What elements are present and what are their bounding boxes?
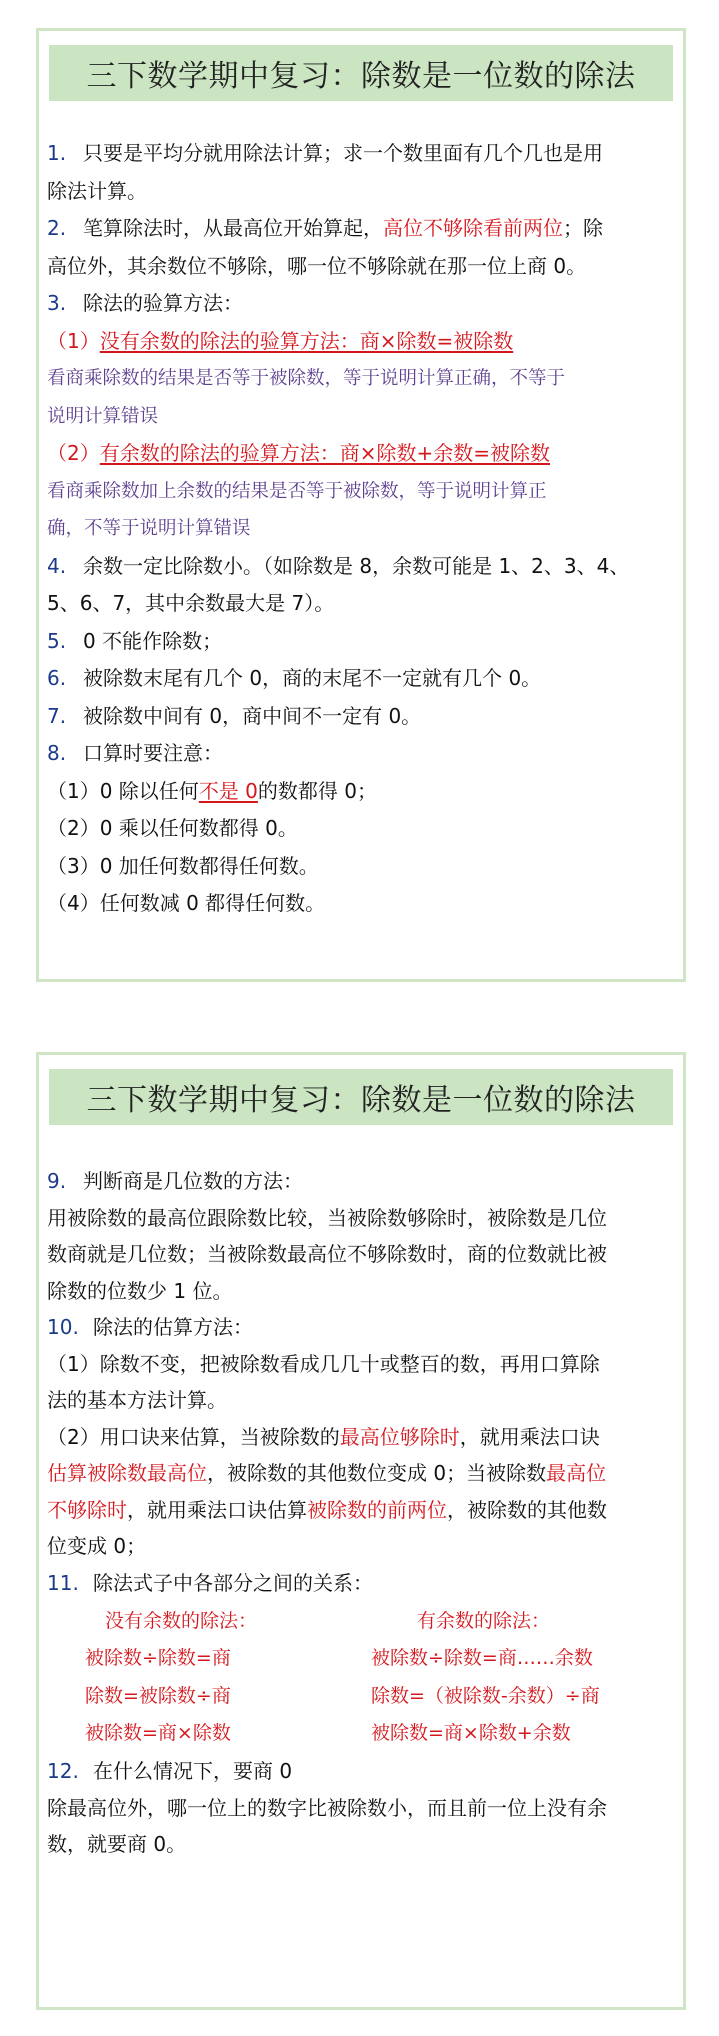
item-3-note-2: 看商乘除数加上余数的结果是否等于被除数，等于说明计算正 [47, 480, 547, 502]
item-text: 在什么情况下，要商 0 [93, 1759, 293, 1783]
item-text: ，被除数的其他数位变成 0；当被除数 [207, 1461, 547, 1485]
item-number: 2. [47, 216, 67, 240]
formula: 除数=被除数÷商 [85, 1684, 231, 1707]
item-text: ，被除数的其他数 [447, 1497, 607, 1522]
item-10-p2-line-1 [47, 1419, 673, 1456]
item-text: 除法的验算方法： [83, 291, 243, 315]
item-10-p1-line-2: 法的基本方法计算。 [47, 1388, 227, 1412]
review-card-1 [36, 28, 686, 982]
item-11 [47, 1565, 673, 1602]
item-1-cont: 除法计算。 [47, 178, 147, 203]
item-8-sub-4: （4）任何数减 0 都得任何数。 [47, 891, 326, 915]
item-text: 被除数末尾有几个 0，商的末尾不一定就有几个 0。 [83, 666, 542, 690]
item-12 [47, 1753, 673, 1790]
item-10-p2-line-3 [47, 1492, 673, 1529]
review-card-2 [36, 1052, 686, 2010]
item-10 [47, 1309, 673, 1346]
item-9 [47, 1163, 673, 1200]
item-text: 除法的估算方法： [93, 1315, 253, 1339]
highlight-text: 不是 0 [198, 778, 258, 803]
item-text: ，就用乘法口诀 [459, 1424, 600, 1449]
item-text: （1）0 除以任何 [47, 778, 199, 803]
item-number: 3. [47, 291, 67, 315]
item-12-line-2: 数，就要商 0。 [47, 1832, 187, 1856]
item-9-line-2: 数商就是几位数；当被除数最高位不够除数时，商的位数就比被 [47, 1242, 607, 1266]
formula: 被除数=商×除数 [85, 1722, 231, 1744]
item-3-sub-1 [47, 323, 673, 361]
highlight-text: 没有余数的除法的验算方法：商×除数=被除数 [99, 328, 514, 353]
formula: 被除数÷除数=商……余数 [371, 1647, 593, 1669]
formula: 除数=（被除数-余数）÷商 [371, 1684, 600, 1707]
item-text: ，就用乘法口诀估算 [127, 1497, 307, 1522]
item-number: 12. [47, 1759, 79, 1783]
item-5 [47, 623, 673, 661]
item-text: 余数一定比除数小。（如除数是 8，余数可能是 1、2、3、4、 [83, 553, 630, 578]
item-4 [47, 548, 673, 586]
highlight-text: 估算被除数最高位 [47, 1461, 207, 1485]
item-8-sub-1 [47, 773, 673, 811]
item-text: 口算时要注意： [83, 741, 223, 765]
item-number: 7. [47, 703, 67, 728]
item-number: 6. [47, 666, 67, 690]
formula: 被除数÷除数=商 [85, 1647, 231, 1669]
highlight-text: 被除数的前两位 [307, 1497, 447, 1522]
item-10-p1-line-1: （1）除数不变，把被除数看成几几十或整百的数，再用口算除 [47, 1351, 600, 1376]
highlight-text: 高位不够除看前两位 [383, 216, 563, 240]
item-text: 0 不能作除数； [83, 628, 223, 653]
item-8-sub-3: （3）0 加任何数都得任何数。 [47, 853, 319, 878]
item-1 [47, 135, 673, 173]
card-title: 三下数学期中复习：除数是一位数的除法 [49, 45, 673, 101]
item-3-note-1: 看商乘除数的结果是否等于被除数，等于说明计算正确，不等于 [47, 368, 566, 389]
item-7 [47, 698, 673, 736]
item-number: 4. [47, 553, 67, 578]
item-9-line-3: 除数的位数少 1 位。 [47, 1278, 233, 1303]
division-relations [47, 1603, 673, 1753]
item-9-line-1: 用被除数的最高位跟除数比较，当被除数够除时，被除数是几位 [47, 1205, 607, 1230]
item-number: 1. [47, 141, 67, 165]
item-text: 判断商是几位数的方法： [83, 1169, 303, 1193]
item-text: 笔算除法时，从最高位开始算起， [83, 216, 383, 240]
item-3-note-2b: 确，不等于说明计算错误 [47, 518, 251, 539]
item-text: 的数都得 0； [257, 778, 377, 803]
sub-prefix: （1） [47, 328, 100, 353]
item-number: 11. [47, 1570, 79, 1595]
with-remainder-column [371, 1603, 600, 1753]
item-text: 只要是平均分就用除法计算；求一个数里面有几个几也是用 [83, 141, 603, 165]
item-4-cont: 5、6、7，其中余数最大是 7）。 [47, 591, 335, 615]
no-remainder-column [85, 1603, 257, 1753]
highlight-text: 最高位够除时 [339, 1424, 460, 1449]
item-3 [47, 285, 673, 323]
sub-prefix: （2） [47, 441, 100, 465]
item-8 [47, 735, 673, 773]
item-text: ；除 [563, 216, 603, 240]
item-10-p2-line-2 [47, 1455, 673, 1492]
with-remainder-heading: 有余数的除法： [417, 1610, 551, 1632]
item-12-line-1: 除最高位外，哪一位上的数字比被除数小，而且前一位上没有余 [47, 1795, 607, 1820]
formula: 被除数=商×除数+余数 [371, 1722, 571, 1744]
highlight-text: 不够除时 [47, 1497, 127, 1522]
item-number: 5. [47, 628, 67, 653]
card-body [47, 1163, 673, 1863]
item-number: 10. [47, 1315, 79, 1339]
item-6 [47, 660, 673, 698]
item-3-note-1b: 说明计算错误 [47, 405, 159, 427]
no-remainder-heading: 没有余数的除法： [105, 1610, 258, 1632]
item-3-sub-2 [47, 435, 673, 473]
highlight-text: 有余数的除法的验算方法：商×除数+余数=被除数 [99, 441, 551, 465]
highlight-text: 最高位 [546, 1461, 607, 1485]
item-number: 9. [47, 1169, 67, 1193]
item-10-p2-line-4: 位变成 0； [47, 1534, 147, 1558]
item-text: 除法式子中各部分之间的关系： [93, 1570, 373, 1595]
item-text: 被除数中间有 0，商中间不一定有 0。 [83, 703, 422, 728]
item-8-sub-2: （2）0 乘以任何数都得 0。 [47, 816, 298, 840]
card-title: 三下数学期中复习：除数是一位数的除法 [49, 1069, 673, 1125]
item-2 [47, 210, 673, 248]
item-2-cont: 高位外，其余数位不够除，哪一位不够除就在那一位上商 0。 [47, 253, 587, 278]
card-body [47, 135, 673, 923]
item-number: 8. [47, 741, 67, 765]
item-text: （2）用口诀来估算，当被除数的 [47, 1424, 340, 1449]
